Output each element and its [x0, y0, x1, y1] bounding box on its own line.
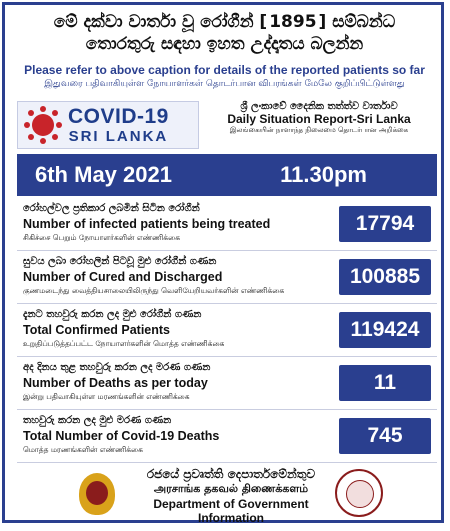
department-name [121, 467, 341, 525]
header-sinhala-line2: තොරතුරු සඳහා ඉහත උද්දෘතය බලන්න [85, 34, 364, 54]
report-title [201, 101, 437, 135]
stat-row-confirmed [17, 306, 437, 357]
stat-label-sinhala: රෝහල්වල ප්‍රතිකාර ලබමින් සිටින රෝගීන් [23, 203, 200, 214]
header-tamil: இதுவரை பதிவாகியுள்ள நோயாளர்கள் தொடர்பான விபரங்கள் மேலே குறிப்பிட்டுள்ளது [44, 79, 405, 89]
stat-row-deaths-today [17, 359, 437, 410]
stat-label-tamil: சிகிச்சை பெறும் நோயாளர்களின் எண்ணிக்கை [23, 233, 180, 242]
stat-label-sinhala: තහවුරු කරන ලද මුළු මරණ ගණන [23, 415, 172, 426]
infographic-frame [2, 2, 444, 523]
date-bar [17, 154, 437, 196]
stat-row-total-deaths [17, 412, 437, 463]
footer [17, 467, 437, 523]
header-sinhala-post: සම්බන්ධ [332, 12, 396, 32]
stat-label-english: Total Confirmed Patients [23, 323, 171, 337]
stat-label-tamil: இன்று பதிவாகியுள்ள மரணங்களின் எண்ணிக்கை [23, 392, 190, 401]
header-english: Please refer to above caption for details of the reported patients so far [24, 63, 425, 77]
stat-row-treated [17, 200, 437, 251]
stat-label-english: Number of Deaths as per today [23, 376, 208, 390]
report-title-english: Daily Situation Report-Sri Lanka [227, 112, 411, 126]
reported-count: 1895 [269, 12, 317, 32]
stat-row-discharged [17, 253, 437, 304]
stat-label-tamil: குணமடைந்து வைத்தியசாலையிலிருந்து வெளியேறியவர்களின் எண்ணிக்கை [23, 286, 285, 295]
stat-label-tamil: உறுதிப்படுத்தப்பட்ட நோயாளர்களின் மொத்த எண்ணிக்கை [23, 339, 225, 348]
stat-value: 17794 [339, 206, 431, 242]
covid-logo [17, 101, 199, 149]
dgi-seal-icon [335, 469, 383, 517]
stat-label-english: Number of infected patients being treated [23, 217, 271, 231]
stat-label-sinhala: දැනට තහවුරු කරන ලද මුළු රෝගීන් ගණන [23, 309, 202, 320]
header-sinhala: මේ දක්වා වාර්තා වූ රෝගීන් [ 1895 ] සම්බන්ධ තොරතුරු සඳහා ඉහත උද්දෘතය බලන්න [53, 12, 396, 54]
department-english: Department of Government Information [153, 497, 309, 525]
stat-value: 11 [339, 365, 431, 401]
report-title-sinhala: ශ්‍රී ලංකාවේ දෛනික තත්ත්ව වාර්තාව [240, 101, 398, 112]
stat-label-english: Number of Cured and Discharged [23, 270, 223, 284]
virus-icon [24, 106, 62, 144]
report-title-tamil: இலங்கையின் நாளாந்த நிலைமை தொடர்பான அறிக்கை [229, 126, 409, 134]
report-date: 6th May 2021 [35, 162, 172, 187]
national-emblem-icon [77, 471, 117, 517]
stat-label-tamil: மொத்த மரணங்களின் எண்ணிக்கை [23, 445, 143, 454]
header-sinhala-pre: මේ දක්වා වාර්තා වූ රෝගීන් [53, 12, 254, 32]
department-tamil: அரசாங்க தகவல் திணைக்களம் [153, 482, 309, 495]
stat-label-english: Total Number of Covid-19 Deaths [23, 429, 220, 443]
stat-value: 100885 [339, 259, 431, 295]
logo-covid-text: COVID-19 [68, 104, 169, 128]
stat-value: 745 [339, 418, 431, 454]
report-time: 11.30pm [280, 162, 367, 187]
department-sinhala: රජයේ ප්‍රවෘත්ති දෙපාර්තමේන්තුව [146, 467, 316, 481]
stat-label-sinhala: සුවය ලබා රෝහලින් පිටවූ මුළු රෝගීන් ගණන [23, 256, 217, 267]
logo-country-text: SRI LANKA [68, 127, 169, 145]
stat-value: 119424 [339, 312, 431, 348]
stat-label-sinhala: අද දිනය තුළ තහවුරු කරන ලද මරණ ගණන [23, 362, 211, 373]
